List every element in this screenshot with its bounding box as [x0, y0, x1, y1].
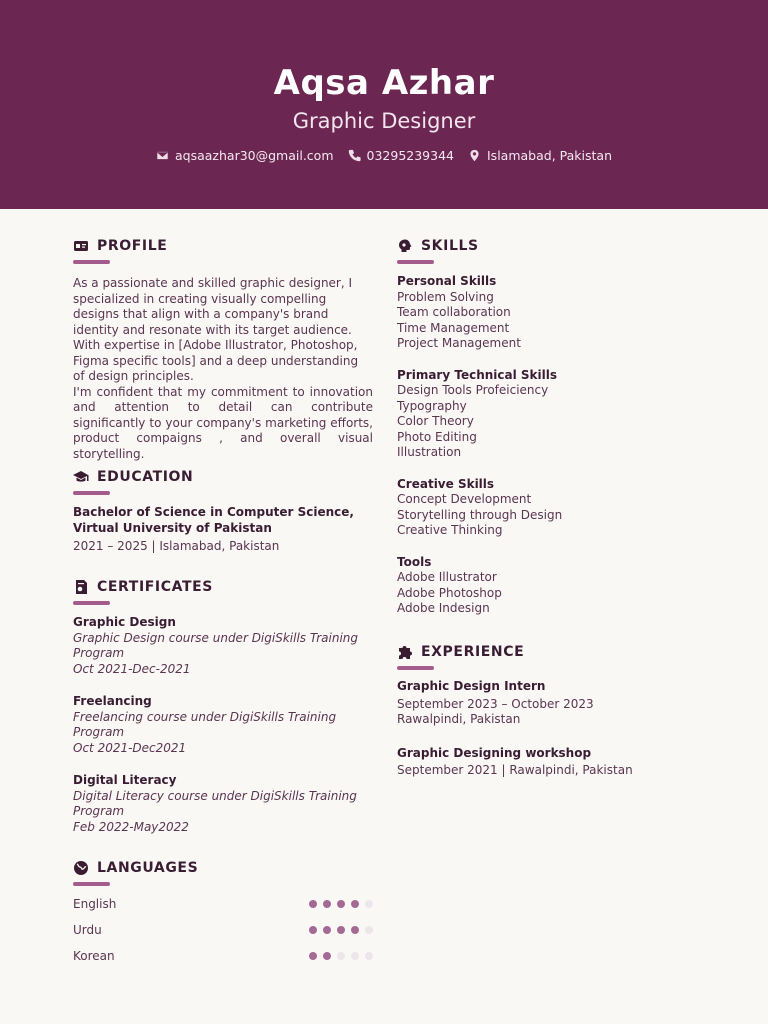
skill-group	[397, 368, 697, 461]
skill-item: Color Theory	[397, 414, 474, 428]
language-name: English	[73, 897, 117, 911]
skill-item: Adobe Illustrator	[397, 570, 497, 584]
rating-dot	[323, 952, 331, 960]
experience-section	[397, 642, 697, 779]
experience-item	[397, 746, 697, 779]
globe-icon	[73, 860, 89, 876]
skills-heading: SKILLS	[421, 238, 479, 254]
experience-heading: EXPERIENCE	[421, 644, 525, 660]
contact-bar	[0, 148, 768, 163]
certificate-name: Graphic Design	[73, 615, 176, 629]
rating-dot	[351, 926, 359, 934]
language-row	[73, 943, 373, 969]
certificate-name: Digital Literacy	[73, 773, 177, 787]
contact-email[interactable]	[156, 148, 334, 163]
languages-list	[73, 891, 373, 969]
rating-dot	[337, 900, 345, 908]
languages-heading: LANGUAGES	[97, 860, 199, 876]
profile-heading: PROFILE	[97, 238, 168, 254]
certificate-date: Oct 2021-Dec2021	[73, 740, 187, 755]
profile-paragraph-2: I'm confident that my commitment to innovation and attention to detail can contribute significantly to your company's marketing efforts, product compaigns , and overall visual storytelling.	[73, 384, 373, 461]
certificate-desc: Digital Literacy course under DigiSkills Training Program	[73, 788, 357, 818]
puzzle-piece-icon	[397, 644, 413, 660]
experience-item	[397, 679, 697, 728]
experience-title: Graphic Designing workshop	[397, 745, 592, 760]
education-heading: EDUCATION	[97, 469, 194, 485]
rating-dot	[365, 926, 373, 934]
skills-section	[397, 236, 697, 617]
candidate-title: Graphic Designer	[292, 109, 476, 133]
contact-phone[interactable]	[348, 148, 454, 163]
certificate-item	[73, 694, 373, 756]
skill-group	[397, 477, 697, 539]
skill-group-title: Primary Technical Skills	[397, 367, 557, 382]
certificate-date: Oct 2021-Dec-2021	[73, 661, 191, 676]
certificate-desc: Graphic Design course under DigiSkills Training Program	[73, 630, 359, 660]
rating-dot	[337, 926, 345, 934]
language-row	[73, 917, 373, 943]
section-underline	[397, 260, 434, 264]
profile-paragraph-1: As a passionate and skilled graphic designer, I specialized in creating visually compelling designs that align with a company's brand identity and resonate with its target audience. With expertise in [Adobe Illustrator, Photoshop, Figma specific tools] and a deep understanding of design principles.	[73, 276, 359, 383]
experience-location: Rawalpindi, Pakistan	[397, 712, 521, 726]
language-name: Urdu	[73, 923, 102, 937]
certificate-date: Feb 2022-May2022	[73, 819, 189, 834]
location-pin-icon	[468, 149, 481, 162]
section-underline	[73, 601, 110, 605]
rating-dot	[309, 952, 317, 960]
contact-location	[468, 148, 612, 163]
rating-dot	[323, 900, 331, 908]
education-degree: Bachelor of Science in Computer Science, Virtual University of Pakistan	[73, 505, 354, 535]
phone-text: 03295239344	[366, 148, 454, 163]
section-underline	[397, 666, 434, 670]
skills-list	[397, 274, 697, 617]
location-text: Islamabad, Pakistan	[487, 148, 612, 163]
email-text: aqsaazhar30@gmail.com	[175, 148, 334, 163]
language-level-rating	[309, 900, 373, 908]
experience-dates: September 2021 | Rawalpindi, Pakistan	[397, 763, 633, 777]
experience-title: Graphic Design Intern	[397, 679, 546, 693]
education-details: 2021 – 2025 | Islamabad, Pakistan	[73, 539, 280, 553]
skill-item: Storytelling through Design	[397, 507, 563, 522]
rating-dot	[351, 952, 359, 960]
rating-dot	[365, 900, 373, 908]
candidate-name: Aqsa Azhar	[273, 63, 495, 103]
language-level-rating	[309, 926, 373, 934]
skill-item: Adobe Photoshop	[397, 585, 502, 600]
resume-header	[0, 0, 768, 209]
rating-dot	[323, 926, 331, 934]
skill-item: Team collaboration	[397, 305, 511, 319]
rating-dot	[337, 952, 345, 960]
skill-item: Time Management	[397, 320, 510, 335]
skill-item: Concept Development	[397, 492, 532, 506]
rating-dot	[351, 900, 359, 908]
languages-section	[73, 858, 373, 969]
skill-group	[397, 555, 697, 617]
skill-group	[397, 274, 697, 352]
profile-section	[73, 236, 373, 462]
section-underline	[73, 882, 110, 886]
certificate-desc: Freelancing course under DigiSkills Training Program	[73, 709, 337, 739]
experience-dates: September 2023 – October 2023	[397, 696, 594, 711]
rating-dot	[309, 926, 317, 934]
certificates-heading: CERTIFICATES	[97, 579, 213, 595]
skill-item: Adobe Indesign	[397, 601, 490, 615]
skill-item: Photo Editing	[397, 429, 477, 444]
rating-dot	[365, 952, 373, 960]
brain-icon	[397, 238, 413, 254]
skill-group-title: Personal Skills	[397, 274, 497, 288]
skill-item: Design Tools Profeiciency	[397, 383, 549, 397]
certificate-item	[73, 773, 373, 835]
skill-item: Project Management	[397, 336, 521, 350]
id-card-icon	[73, 238, 89, 254]
education-section	[73, 467, 373, 555]
skill-group-title: Tools	[397, 554, 432, 569]
certificates-section	[73, 577, 373, 835]
certificate-item	[73, 615, 373, 677]
skill-item: Illustration	[397, 445, 462, 459]
skill-item: Typography	[397, 398, 467, 413]
language-name: Korean	[73, 949, 115, 963]
certificate-icon	[73, 579, 89, 595]
language-row	[73, 891, 373, 917]
section-underline	[73, 491, 110, 495]
email-icon	[156, 149, 169, 162]
skill-item: Problem Solving	[397, 289, 494, 304]
skill-item: Creative Thinking	[397, 523, 503, 537]
graduation-cap-icon	[73, 469, 89, 485]
phone-icon	[348, 149, 361, 162]
certificate-name: Freelancing	[73, 694, 152, 708]
section-underline	[73, 260, 110, 264]
skill-group-title: Creative Skills	[397, 476, 495, 491]
rating-dot	[309, 900, 317, 908]
language-level-rating	[309, 952, 373, 960]
